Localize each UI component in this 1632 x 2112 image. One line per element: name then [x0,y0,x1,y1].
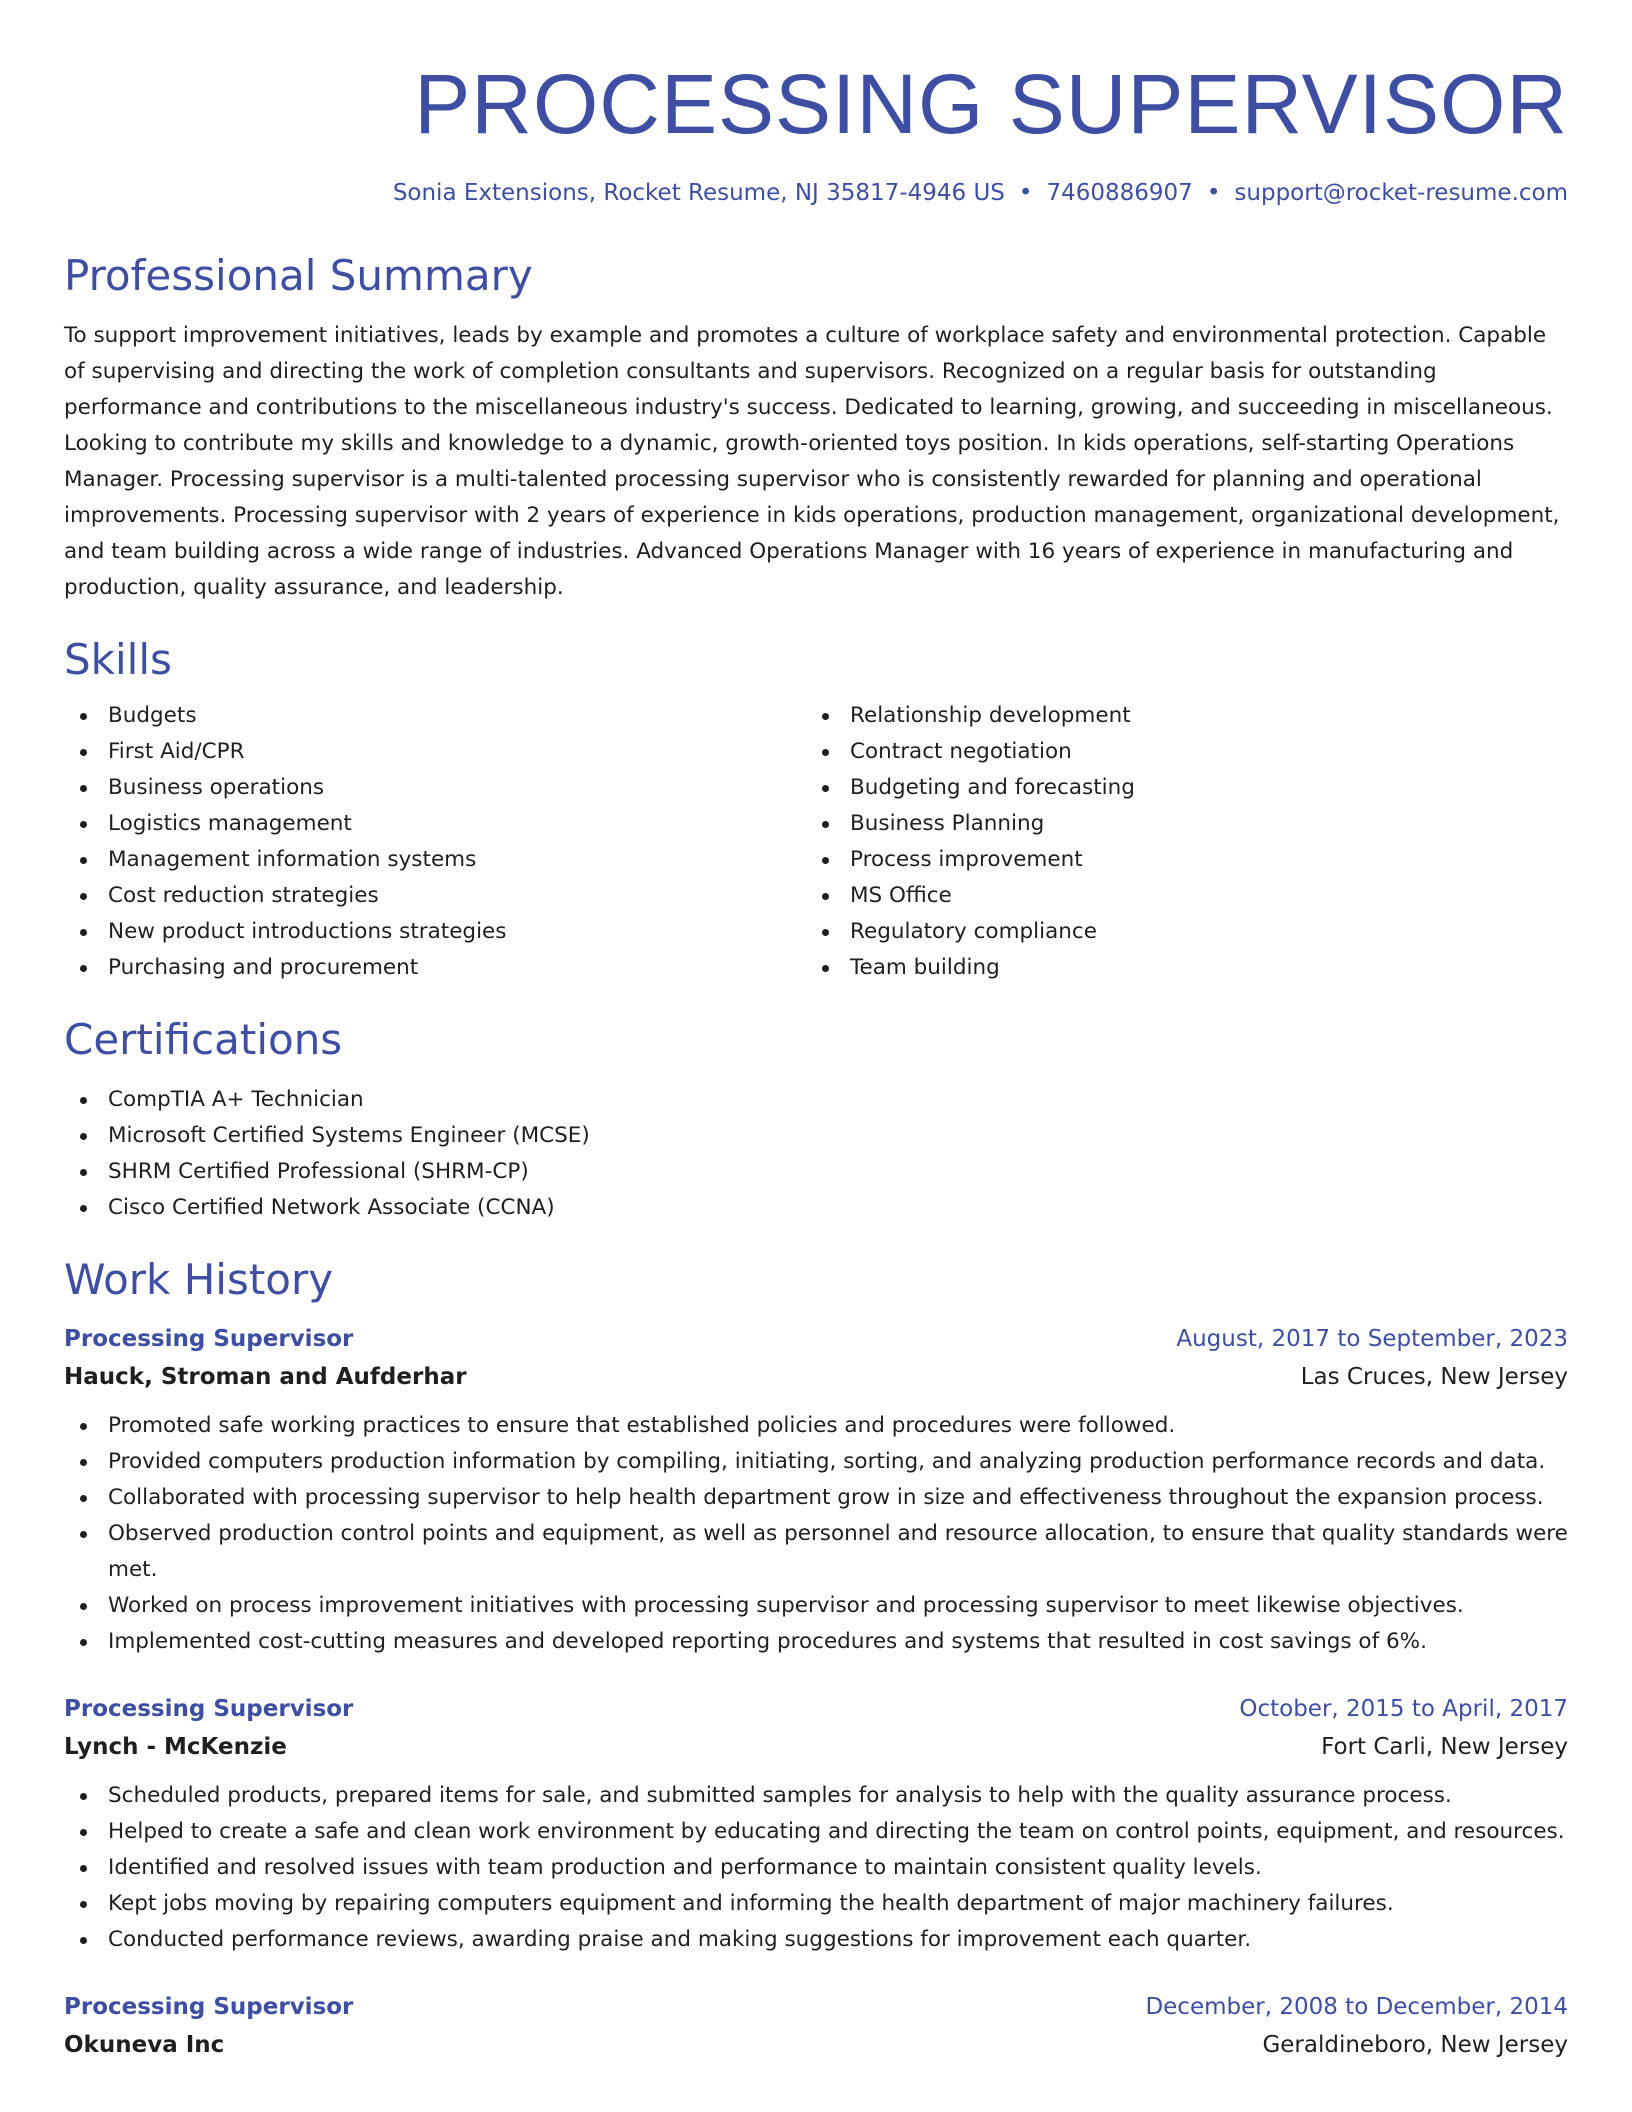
job-location: Geraldineboro, New Jersey [1262,2032,1568,2058]
job-bullet: Helped to create a safe and clean work environment by educating and directing the team on control points, equipment, and resources. [108,1814,1568,1850]
job-bullet: Kept jobs moving by repairing computers equipment and informing the health department of major machinery failures. [108,1886,1568,1922]
job-company: Lynch - McKenzie [64,1734,287,1760]
job-entry [64,1988,1568,2064]
skill-item: Relationship development [850,698,1548,734]
skill-item: First Aid/CPR [108,734,806,770]
job-dates: August, 2017 to September, 2023 [1176,1326,1568,1352]
skill-item: Team building [850,950,1548,986]
job-title: Processing Supervisor [64,1994,354,2020]
job-dates: December, 2008 to December, 2014 [1145,1994,1568,2020]
skills-column-right [806,698,1548,986]
skill-item: Regulatory compliance [850,914,1548,950]
certification-item: CompTIA A+ Technician [108,1082,1568,1118]
skill-item: Budgeting and forecasting [850,770,1548,806]
skill-item: Process improvement [850,842,1548,878]
certification-item: SHRM Certified Professional (SHRM-CP) [108,1154,1568,1190]
skill-item: New product introductions strategies [108,914,806,950]
skills-list-left [64,698,806,986]
job-title-row [64,1690,1568,1728]
job-bullet: Conducted performance reviews, awarding praise and making suggestions for improvement each quarter. [108,1922,1568,1958]
skill-item: Management information systems [108,842,806,878]
work-history-heading: Work History [64,1255,334,1304]
contact-separator: • [1206,180,1221,206]
summary-section [64,250,1568,606]
skill-item: Budgets [108,698,806,734]
job-bullet: Collaborated with processing supervisor to help health department grow in size and effectiveness throughout the expansion process. [108,1480,1568,1516]
job-bullet: Worked on process improvement initiatives with processing supervisor and processing supervisor to meet likewise objectives. [108,1588,1568,1624]
skill-item: Logistics management [108,806,806,842]
certifications-heading: Certifications [64,1015,343,1064]
contact-phone[interactable]: 7460886907 [1046,180,1193,206]
work-history-section [64,1254,1568,2064]
skills-column-left [64,698,806,986]
job-title: Processing Supervisor [64,1696,354,1722]
job-entry [64,1690,1568,1958]
job-company-row [64,2026,1568,2064]
job-location: Las Cruces, New Jersey [1300,1364,1568,1390]
job-bullet: Provided computers production information by compiling, initiating, sorting, and analyzing production performance records and data. [108,1444,1568,1480]
resume-header [64,0,1568,208]
certifications-list [64,1082,1568,1226]
contact-line [64,178,1568,208]
skill-item: Business operations [108,770,806,806]
job-bullet: Scheduled products, prepared items for sale, and submitted samples for analysis to help with the quality assurance process. [108,1778,1568,1814]
certification-item: Cisco Certified Network Associate (CCNA) [108,1190,1568,1226]
skill-item: MS Office [850,878,1548,914]
job-title-row [64,1320,1568,1358]
job-company: Hauck, Stroman and Aufderhar [64,1364,467,1390]
contact-email[interactable]: support@rocket-resume.com [1234,180,1568,206]
job-title-row [64,1988,1568,2026]
job-entry [64,1320,1568,1660]
summary-heading: Professional Summary [64,251,533,300]
skill-item: Purchasing and procurement [108,950,806,986]
skills-section [64,634,1568,986]
job-dates: October, 2015 to April, 2017 [1239,1696,1568,1722]
job-company: Okuneva Inc [64,2032,225,2058]
skills-list-right [806,698,1548,986]
skill-item: Cost reduction strategies [108,878,806,914]
resume-title: PROCESSING SUPERVISOR [414,57,1568,151]
job-location: Fort Carli, New Jersey [1321,1734,1568,1760]
job-company-row [64,1358,1568,1396]
job-title: Processing Supervisor [64,1326,354,1352]
job-company-row [64,1728,1568,1766]
skills-grid [64,698,1568,986]
certification-item: Microsoft Certified Systems Engineer (MCSE) [108,1118,1568,1154]
skills-heading: Skills [64,635,172,684]
contact-address: Sonia Extensions, Rocket Resume, NJ 35817-4946 US [392,180,1005,206]
job-bullet-list [64,1778,1568,1958]
certifications-section [64,1014,1568,1226]
job-bullet: Identified and resolved issues with team production and performance to maintain consistent quality levels. [108,1850,1568,1886]
skill-item: Contract negotiation [850,734,1548,770]
job-bullet: Observed production control points and equipment, as well as personnel and resource allocation, to ensure that quality standards were met. [108,1516,1568,1588]
contact-separator: • [1018,180,1033,206]
job-bullet: Implemented cost-cutting measures and developed reporting procedures and systems that resulted in cost savings of 6%. [108,1624,1568,1660]
job-bullet: Promoted safe working practices to ensure that established policies and procedures were followed. [108,1408,1568,1444]
skill-item: Business Planning [850,806,1548,842]
job-bullet-list [64,1408,1568,1660]
summary-text: To support improvement initiatives, leads by example and promotes a culture of workplace safety and environmental protection. Capable of supervising and directing the work of completion consultants and supervisors. Recognized on a regular basis for outstanding performance and contributions to the miscellaneous industry's success. Dedicated to learning, growing, and succeeding in miscellaneous. Looking to contribute my skills and knowledge to a dynamic, growth-oriented toys position. In kids operations, self-starting Operations Manager. Processing supervisor is a multi-talented processing supervisor who is consistently rewarded for planning and operational improvements. Processing supervisor with 2 years of experience in kids operations, production management, organizational development, and team building across a wide range of industries. Advanced Operations Manager with 16 years of experience in manufacturing and production, quality assurance, and leadership. [64,323,1560,600]
